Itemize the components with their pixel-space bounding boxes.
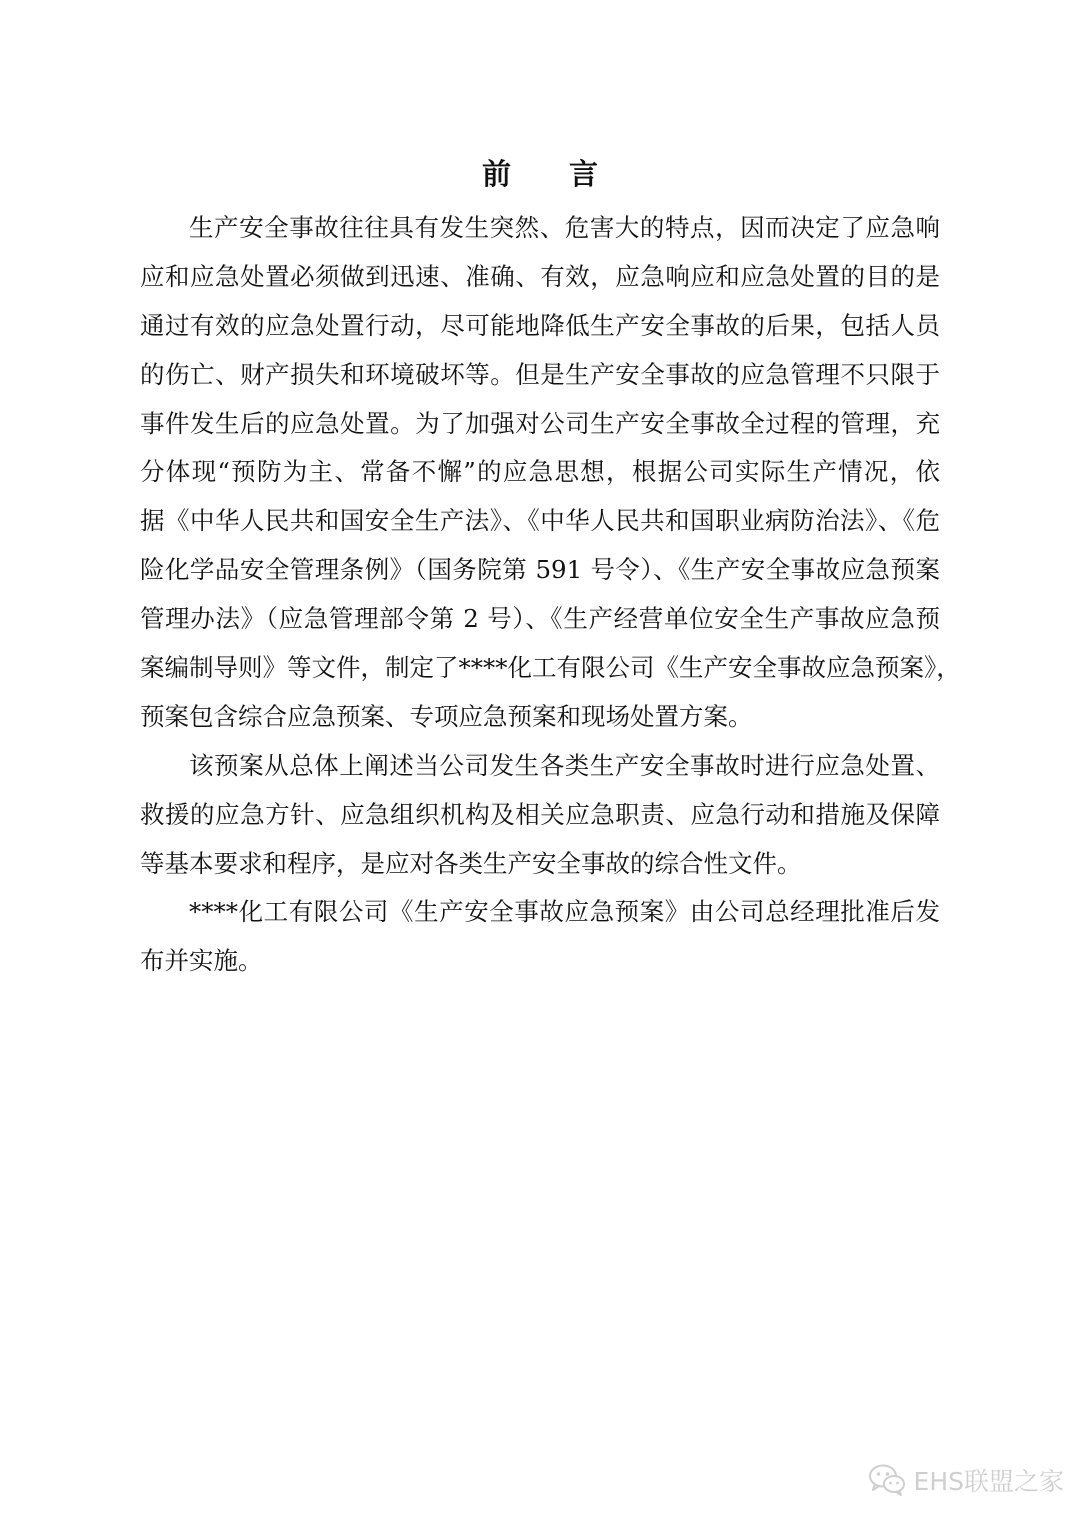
watermark [868,1456,1064,1504]
text-line: 该预案从总体上阐述当公司发生各类生产安全事故时进行应急处置、 [189,750,940,780]
text-line: ****化工有限公司《生产安全事故应急预案》由公司总经理批准后发 [189,897,940,927]
text-line: 通过有效的应急处置行动，尽可能地降低生产安全事故的后果，包括人员 [140,310,940,340]
text-line: 管理办法》（应急管理部令第 2 号）、《生产经营单位安全生产事故应急预 [140,604,940,634]
wechat-icon [868,1463,906,1497]
page-title: 前言 [481,157,656,191]
watermark-text: EHS联盟之家 [913,1467,1064,1496]
text-line: 布并实施。 [140,946,263,976]
text-line: 应和应急处置必须做到迅速、准确、有效，应急响应和应急处置的目的是 [140,261,940,291]
text-line: 生产安全事故往往具有发生突然、危害大的特点，因而决定了应急响 [189,213,940,242]
text-line: 的伤亡、财产损失和环境破坏等。但是生产安全事故的应急管理不只限于 [140,359,940,389]
text-line: 案编制导则》等文件，制定了****化工有限公司《生产安全事故应急预案》， [140,653,961,683]
text-line: 救援的应急方针、应急组织机构及相关应急职责、应急行动和措施及保障 [140,799,940,829]
text-line: 等基本要求和程序，是应对各类生产安全事故的综合性文件。 [140,848,802,878]
text-line: 事件发生后的应急处置。为了加强对公司生产安全事故全过程的管理，充 [140,408,940,438]
text-line: 据《中华人民共和国安全生产法》、《中华人民共和国职业病防治法》、《危 [140,506,940,536]
text-line: 险化学品安全管理条例》（国务院第 591 号令）、《生产安全事故应急预案 [140,555,940,585]
text-line: 分体现“预防为主、常备不懈”的应急思想，根据公司实际生产情况，依 [140,457,940,487]
body-text [140,204,961,986]
text-line: 预案包含综合应急预案、专项应急预案和现场处置方案。 [140,701,753,731]
